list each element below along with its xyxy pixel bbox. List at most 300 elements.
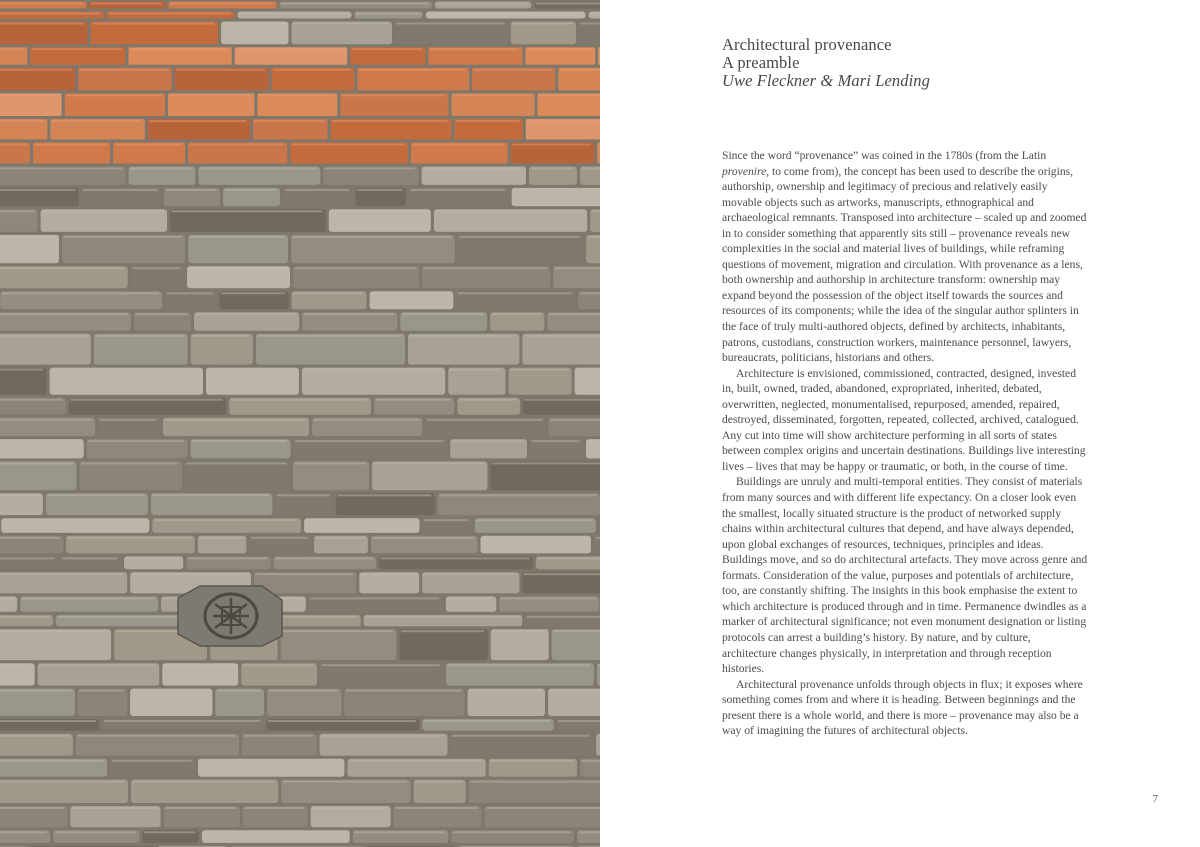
brick — [253, 119, 328, 140]
block-highlight — [0, 831, 47, 833]
block-highlight — [424, 573, 516, 575]
block-highlight — [283, 781, 407, 783]
stone — [320, 663, 443, 685]
block-highlight — [439, 494, 596, 496]
block-highlight — [501, 597, 596, 599]
stone — [590, 209, 600, 232]
block-highlight — [104, 720, 260, 722]
block-highlight — [80, 69, 168, 71]
block-highlight — [0, 94, 58, 96]
stone — [267, 689, 341, 716]
block-highlight — [395, 807, 478, 809]
brick — [452, 93, 535, 116]
block-highlight — [187, 462, 287, 464]
stone — [320, 734, 448, 756]
brick — [78, 68, 171, 91]
block-highlight — [453, 831, 571, 833]
block-highlight — [458, 292, 572, 294]
block-highlight — [423, 168, 522, 170]
block-highlight — [0, 120, 44, 122]
stone — [408, 334, 519, 365]
stone — [41, 209, 167, 232]
block-highlight — [176, 69, 265, 71]
block-highlight — [66, 94, 161, 96]
stone — [394, 806, 482, 827]
block-highlight — [492, 313, 541, 315]
stone — [395, 22, 508, 45]
block-highlight — [469, 690, 541, 692]
page-number: 7 — [1152, 793, 1158, 805]
block-highlight — [430, 48, 519, 50]
stone — [187, 266, 290, 288]
block-highlight — [354, 831, 444, 833]
block-highlight — [359, 69, 466, 71]
block-highlight — [560, 69, 600, 71]
block-highlight — [452, 440, 524, 442]
block-highlight — [576, 369, 600, 371]
block-highlight — [170, 94, 251, 96]
paragraph-1-start: Since the word “provenance” was coined in the 1780s (from the Latin — [722, 149, 1047, 162]
block-highlight — [486, 807, 600, 809]
block-highlight — [0, 537, 60, 539]
stone — [414, 780, 466, 803]
stone — [448, 368, 505, 395]
stone — [522, 572, 600, 593]
block-highlight — [244, 735, 314, 737]
brick — [175, 68, 269, 91]
block-highlight — [251, 537, 308, 539]
block-highlight — [588, 440, 601, 442]
stone — [164, 806, 240, 827]
block-highlight — [0, 419, 92, 421]
block-highlight — [221, 292, 285, 294]
block-highlight — [57, 616, 191, 618]
block-highlight — [217, 690, 261, 692]
block-highlight — [0, 616, 49, 618]
block-highlight — [273, 69, 351, 71]
block-highlight — [268, 720, 416, 722]
block-highlight — [314, 419, 419, 421]
block-highlight — [35, 144, 107, 146]
brick — [50, 119, 144, 140]
block-highlight — [112, 760, 192, 762]
stone — [0, 368, 47, 395]
block-highlight — [371, 292, 450, 294]
block-highlight — [372, 537, 474, 539]
block-highlight — [450, 369, 502, 371]
block-highlight — [83, 189, 157, 191]
brick — [558, 68, 600, 91]
block-highlight — [0, 494, 39, 496]
block-highlight — [539, 94, 600, 96]
block-highlight — [3, 519, 146, 521]
block-highlight — [531, 168, 574, 170]
stone — [446, 663, 594, 685]
block-highlight — [257, 335, 401, 337]
block-highlight — [0, 3, 83, 5]
block-highlight — [236, 48, 344, 50]
block-highlight — [285, 189, 349, 191]
block-highlight — [322, 664, 440, 666]
block-highlight — [582, 168, 601, 170]
block-highlight — [292, 144, 405, 146]
block-highlight — [135, 313, 187, 315]
block-highlight — [277, 494, 330, 496]
brick — [113, 143, 185, 164]
block-highlight — [524, 335, 600, 337]
block-highlight — [0, 597, 14, 599]
brick — [272, 68, 355, 91]
block-highlight — [0, 48, 24, 50]
block-highlight — [325, 168, 415, 170]
block-highlight — [0, 720, 96, 722]
brick — [454, 119, 523, 140]
stone — [254, 572, 356, 593]
block-highlight — [39, 664, 156, 666]
block-highlight — [282, 630, 393, 632]
block-highlight — [580, 292, 600, 294]
paragraph-4: Architectural provenance unfolds through objects in flux; it exposes where something comes from and where it is heading. Between beginnings and the present there is a whole world, and there is more – provenance may also be a way of imagining the futures of architectural objects. — [722, 677, 1083, 738]
stone — [78, 689, 127, 716]
text-page — [600, 0, 1200, 847]
brick — [526, 119, 600, 140]
block-highlight — [172, 210, 323, 212]
block-highlight — [22, 597, 155, 599]
block-highlight — [424, 519, 468, 521]
stone — [0, 663, 35, 685]
block-highlight — [52, 120, 141, 122]
block-highlight — [0, 210, 34, 212]
block-highlight — [130, 168, 192, 170]
block-highlight — [337, 494, 431, 496]
stone — [293, 461, 369, 490]
block-highlight — [492, 630, 545, 632]
block-highlight — [590, 13, 600, 15]
block-highlight — [321, 735, 444, 737]
stone — [50, 368, 203, 395]
stone — [522, 334, 600, 365]
block-highlight — [0, 313, 127, 315]
brick — [0, 68, 75, 91]
stone — [256, 334, 405, 365]
block-highlight — [549, 313, 600, 315]
stone — [0, 334, 91, 365]
chapter-authors: Uwe Fleckner & Mari Lending — [722, 71, 930, 90]
stone — [511, 22, 576, 45]
block-highlight — [188, 557, 267, 559]
brick — [411, 143, 508, 164]
block-highlight — [527, 616, 600, 618]
block-highlight — [51, 369, 199, 371]
stone — [336, 493, 435, 515]
block-highlight — [0, 335, 87, 337]
stone — [38, 663, 160, 685]
block-highlight — [470, 781, 600, 783]
stone — [151, 493, 272, 515]
block-highlight — [342, 94, 445, 96]
block-highlight — [401, 630, 484, 632]
block-highlight — [0, 630, 108, 632]
paragraph-3: Buildings are unruly and multi-temporal entities. They consist of materials from many sources and with different life expectancy. On a closer look even the smallest, locally situated structure is the product of networked supply chains within architectural cultures that depend, and have always depended, upon global exchanges of resources, techniques, principles and ideas. Buildings move, and so do architectural artefacts. They move across genre and formats. Consideration of the value, purposes and potentials of architecture, too, are constantly shifting. The insights in this book emphasise the extent to which architecture is produced through and in time. Permanence dwindles as a marker of architectural significance; not even monument designation or listing protocols can arrest a building’s history. By nature, and by culture, architecture changes physically, in interpretation and through reception histories. — [722, 475, 1088, 676]
block-highlight — [456, 120, 520, 122]
paragraph-1-rest: , to come from), the concept has been used to describe the origins, authorship, ownership and legitimacy of precious and relatively easily movable objects such as artworks, manuscripts, ethnographical and archaeological remnants. Transposed into architecture – scaled up and zoomed in to consider something that apparently sits still – provenance reveals new complexities in the social and material lives of buildings, while reframing questions of movement, migration and circulation. With provenance as a lens, both ownership and authorship in architecture transform: ownership may expand beyond the possession of the object itself towards the sources and resources of its components; while the idea of the singular author splinters in the face of truly multi-authored objects, defined by architects, inhabitants, patrons, custodians, construction workers, maintenance personnel, lawyers, bureaucrats, politicians, historians and others. — [722, 164, 1087, 365]
stone — [221, 22, 288, 45]
stone — [553, 266, 600, 288]
block-highlight — [295, 267, 416, 269]
stone — [0, 806, 68, 827]
block-highlight — [256, 573, 353, 575]
stone — [70, 806, 160, 827]
block-highlight — [68, 537, 192, 539]
block-highlight — [91, 3, 162, 5]
block-highlight — [492, 462, 600, 464]
block-highlight — [132, 690, 209, 692]
block-highlight — [397, 23, 505, 25]
stone — [131, 780, 278, 803]
block-highlight — [269, 690, 338, 692]
stone — [162, 663, 238, 685]
block-highlight — [0, 690, 71, 692]
block-highlight — [170, 3, 273, 5]
block-highlight — [77, 735, 235, 737]
block-highlight — [312, 807, 387, 809]
block-highlight — [436, 3, 527, 5]
block-highlight — [126, 557, 180, 559]
stone — [0, 493, 43, 515]
stone — [0, 235, 59, 263]
brick — [148, 119, 250, 140]
wall-masonry — [0, 2, 600, 847]
stone — [0, 734, 73, 756]
block-highlight — [108, 13, 231, 15]
block-highlight — [558, 720, 600, 722]
brick — [0, 143, 30, 164]
block-highlight — [581, 23, 600, 25]
block-highlight — [550, 419, 600, 421]
block-highlight — [330, 210, 427, 212]
block-highlight — [0, 440, 80, 442]
block-highlight — [165, 189, 216, 191]
block-highlight — [448, 664, 591, 666]
block-highlight — [72, 807, 157, 809]
stone — [586, 235, 600, 263]
stone — [215, 689, 264, 716]
block-highlight — [459, 399, 517, 401]
stone — [468, 689, 545, 716]
block-highlight — [231, 399, 368, 401]
block-highlight — [199, 537, 243, 539]
paragraph-1-italic-word: provenire — [722, 164, 767, 178]
block-highlight — [92, 23, 215, 25]
stone — [509, 368, 572, 395]
stone — [485, 806, 601, 827]
block-highlight — [95, 335, 184, 337]
block-highlight — [55, 831, 136, 833]
block-highlight — [459, 236, 579, 238]
block-highlight — [0, 144, 27, 146]
block-highlight — [64, 236, 182, 238]
stone — [281, 629, 397, 660]
brick — [0, 119, 47, 140]
block-highlight — [259, 94, 334, 96]
stone — [188, 235, 288, 263]
block-highlight — [200, 760, 341, 762]
block-highlight — [132, 267, 180, 269]
block-highlight — [0, 807, 64, 809]
body-text — [722, 148, 1088, 739]
stone — [359, 572, 419, 593]
block-highlight — [512, 144, 591, 146]
block-highlight — [527, 48, 592, 50]
chapter-subtitle: A preamble — [722, 53, 800, 72]
paragraph-2: Architecture is envisioned, commissioned, contracted, designed, invested in, built, owned, traded, abandoned, expropriated, inherited, debated, overwritten, neglected, monumentalised, repurposed, amended, repaired, destroyed, disseminated, forgotten, repeated, collected, archived, catalogued. Any cut into time will show architecture performing in all sorts of states between complex origins and uncertain destinations. Buildings live interesting lives – lives that may be happy or traumatic, or both, in the course of time. — [722, 366, 1086, 473]
brick — [33, 143, 110, 164]
block-highlight — [537, 557, 600, 559]
block-highlight — [374, 462, 484, 464]
stone — [0, 689, 75, 716]
stone — [422, 572, 519, 593]
brick — [0, 93, 62, 116]
block-highlight — [281, 3, 429, 5]
block-highlight — [0, 760, 104, 762]
brick — [188, 143, 287, 164]
block-highlight — [0, 13, 100, 15]
block-highlight — [192, 440, 287, 442]
block-highlight — [239, 13, 348, 15]
block-highlight — [243, 664, 314, 666]
block-highlight — [144, 831, 195, 833]
block-highlight — [0, 23, 84, 25]
block-highlight — [332, 120, 448, 122]
block-highlight — [376, 399, 451, 401]
block-highlight — [306, 519, 416, 521]
stone — [311, 806, 391, 827]
block-highlight — [402, 313, 484, 315]
stone — [243, 806, 308, 827]
block-highlight — [536, 3, 600, 5]
block-highlight — [0, 69, 72, 71]
block-highlight — [190, 144, 284, 146]
block-highlight — [132, 573, 248, 575]
stone — [170, 209, 326, 232]
stone — [422, 266, 550, 288]
stone — [451, 734, 594, 756]
block-highlight — [0, 781, 124, 783]
block-highlight — [0, 267, 124, 269]
block-highlight — [192, 335, 249, 337]
block-highlight — [0, 573, 124, 575]
brick — [0, 22, 88, 45]
block-highlight — [196, 313, 296, 315]
stone — [131, 266, 184, 288]
brick — [65, 93, 165, 116]
block-highlight — [0, 168, 122, 170]
stone — [399, 629, 487, 660]
block-highlight — [510, 369, 568, 371]
block-highlight — [70, 399, 222, 401]
block-highlight — [0, 557, 54, 559]
block-highlight — [0, 735, 69, 737]
block-highlight — [555, 267, 600, 269]
stone — [575, 368, 600, 395]
stone — [291, 235, 455, 263]
block-highlight — [47, 494, 144, 496]
block-highlight — [490, 760, 573, 762]
paragraph-1 — [722, 148, 1088, 366]
block-highlight — [413, 144, 505, 146]
brick — [168, 93, 254, 116]
block-highlight — [165, 419, 306, 421]
stone — [275, 493, 333, 515]
block-highlight — [0, 189, 75, 191]
block-highlight — [447, 597, 493, 599]
block-highlight — [592, 210, 600, 212]
block-highlight — [588, 236, 600, 238]
stone — [372, 461, 487, 490]
block-highlight — [223, 23, 285, 25]
block-highlight — [524, 573, 600, 575]
block-highlight — [365, 616, 519, 618]
block-highlight — [115, 144, 182, 146]
stone — [292, 22, 393, 45]
stone — [329, 209, 431, 232]
block-highlight — [293, 23, 389, 25]
brick — [538, 93, 601, 116]
brick — [290, 143, 408, 164]
stone — [490, 461, 600, 490]
stone — [344, 689, 464, 716]
stone — [434, 209, 587, 232]
stone — [185, 461, 290, 490]
block-highlight — [410, 335, 516, 337]
block-highlight — [167, 292, 213, 294]
block-highlight — [130, 48, 228, 50]
stone — [0, 461, 76, 490]
block-highlight — [295, 462, 366, 464]
block-highlight — [527, 120, 600, 122]
block-highlight — [482, 537, 587, 539]
stone — [46, 493, 148, 515]
block-highlight — [100, 419, 157, 421]
block-highlight — [153, 494, 269, 496]
block-highlight — [32, 48, 122, 50]
block-highlight — [275, 557, 372, 559]
block-highlight — [357, 189, 403, 191]
stone — [0, 780, 128, 803]
block-highlight — [415, 781, 462, 783]
block-highlight — [424, 720, 551, 722]
block-highlight — [346, 690, 461, 692]
stone — [281, 780, 410, 803]
block-highlight — [512, 23, 572, 25]
stone — [469, 780, 600, 803]
block-highlight — [361, 573, 416, 575]
block-highlight — [154, 519, 298, 521]
block-highlight — [424, 267, 547, 269]
stone — [130, 689, 212, 716]
stone — [0, 629, 111, 660]
chapter-title: Architectural provenance — [722, 35, 892, 54]
stone — [302, 368, 445, 395]
knot-emblem — [178, 586, 282, 646]
brick — [340, 93, 448, 116]
block-highlight — [62, 557, 118, 559]
block-highlight — [453, 94, 531, 96]
stone — [491, 629, 549, 660]
stone — [191, 334, 253, 365]
block-highlight — [255, 120, 325, 122]
block-highlight — [550, 690, 600, 692]
